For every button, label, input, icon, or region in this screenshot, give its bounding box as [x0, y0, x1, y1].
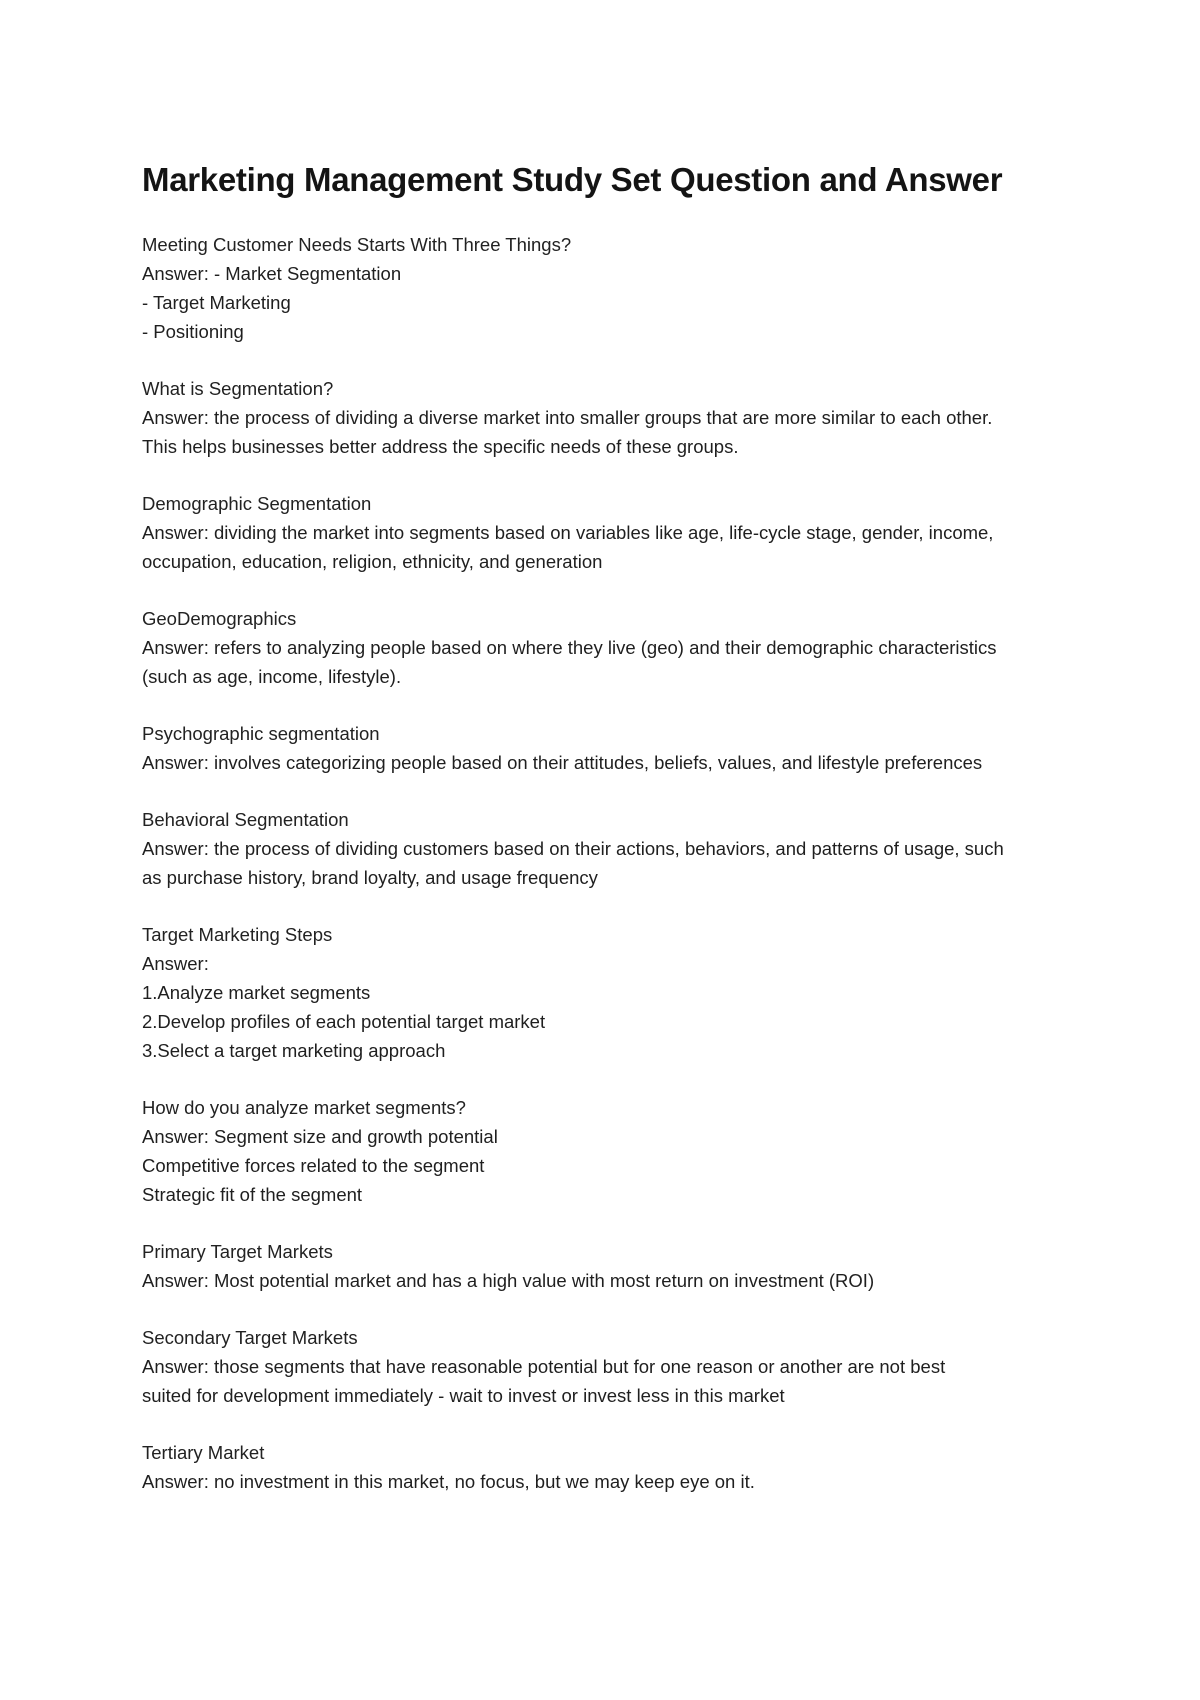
- answer-line: Answer: Segment size and growth potential: [142, 1126, 498, 1147]
- answer-line: - Target Marketing: [142, 292, 291, 313]
- qa-item: [142, 805, 1082, 892]
- qa-item: [142, 374, 1082, 461]
- qa-item: [142, 1237, 1082, 1295]
- qa-item: [142, 489, 1082, 576]
- question-text: Demographic Segmentation: [142, 493, 372, 514]
- question-text: What is Segmentation?: [142, 378, 334, 399]
- answer-line: 2.Develop profiles of each potential target market: [142, 1011, 546, 1032]
- answer-line: Answer: Most potential market and has a high value with most return on investment (ROI): [142, 1270, 875, 1291]
- qa-item: [142, 604, 1082, 691]
- question-text: GeoDemographics: [142, 608, 297, 629]
- question-text: How do you analyze market segments?: [142, 1097, 466, 1118]
- answer-line: Answer: - Market Segmentation: [142, 263, 402, 284]
- answer-line: Answer: refers to analyzing people based on where they live (geo) and their demographic characteristics: [142, 637, 997, 658]
- answer-line: Competitive forces related to the segment: [142, 1155, 485, 1176]
- question-text: Psychographic segmentation: [142, 723, 380, 744]
- qa-item: [142, 719, 1082, 777]
- question-text: Tertiary Market: [142, 1442, 265, 1463]
- answer-line: This helps businesses better address the specific needs of these groups.: [142, 436, 739, 457]
- answer-line: 1.Analyze market segments: [142, 982, 371, 1003]
- question-text: Target Marketing Steps: [142, 924, 333, 945]
- qa-item: [142, 1438, 1082, 1496]
- answer-line: Answer: involves categorizing people based on their attitudes, beliefs, values, and lifestyle preferences: [142, 752, 983, 773]
- answer-line: Answer: those segments that have reasonable potential but for one reason or another are not best: [142, 1356, 946, 1377]
- question-text: Secondary Target Markets: [142, 1327, 358, 1348]
- answer-line: as purchase history, brand loyalty, and usage frequency: [142, 867, 598, 888]
- qa-list: [142, 230, 1082, 1524]
- answer-line: Answer: no investment in this market, no focus, but we may keep eye on it.: [142, 1471, 755, 1492]
- qa-item: [142, 1093, 1082, 1209]
- answer-line: Answer:: [142, 953, 209, 974]
- answer-line: Answer: the process of dividing a diverse market into smaller groups that are more similar to each other.: [142, 407, 993, 428]
- answer-line: 3.Select a target marketing approach: [142, 1040, 446, 1061]
- answer-line: Answer: the process of dividing customers based on their actions, behaviors, and patterns of usage, such: [142, 838, 1004, 859]
- qa-item: [142, 920, 1082, 1065]
- answer-line: - Positioning: [142, 321, 244, 342]
- question-text: Behavioral Segmentation: [142, 809, 349, 830]
- page-title: Marketing Management Study Set Question and Answer: [142, 161, 1003, 198]
- answer-line: suited for development immediately - wait to invest or invest less in this market: [142, 1385, 785, 1406]
- answer-line: (such as age, income, lifestyle).: [142, 666, 402, 687]
- qa-item: [142, 230, 1082, 346]
- question-text: Primary Target Markets: [142, 1241, 333, 1262]
- answer-line: Answer: dividing the market into segments based on variables like age, life-cycle stage, gender, income,: [142, 522, 994, 543]
- answer-line: Strategic fit of the segment: [142, 1184, 363, 1205]
- question-text: Meeting Customer Needs Starts With Three Things?: [142, 234, 572, 255]
- qa-item: [142, 1323, 1082, 1410]
- answer-line: occupation, education, religion, ethnicity, and generation: [142, 551, 603, 572]
